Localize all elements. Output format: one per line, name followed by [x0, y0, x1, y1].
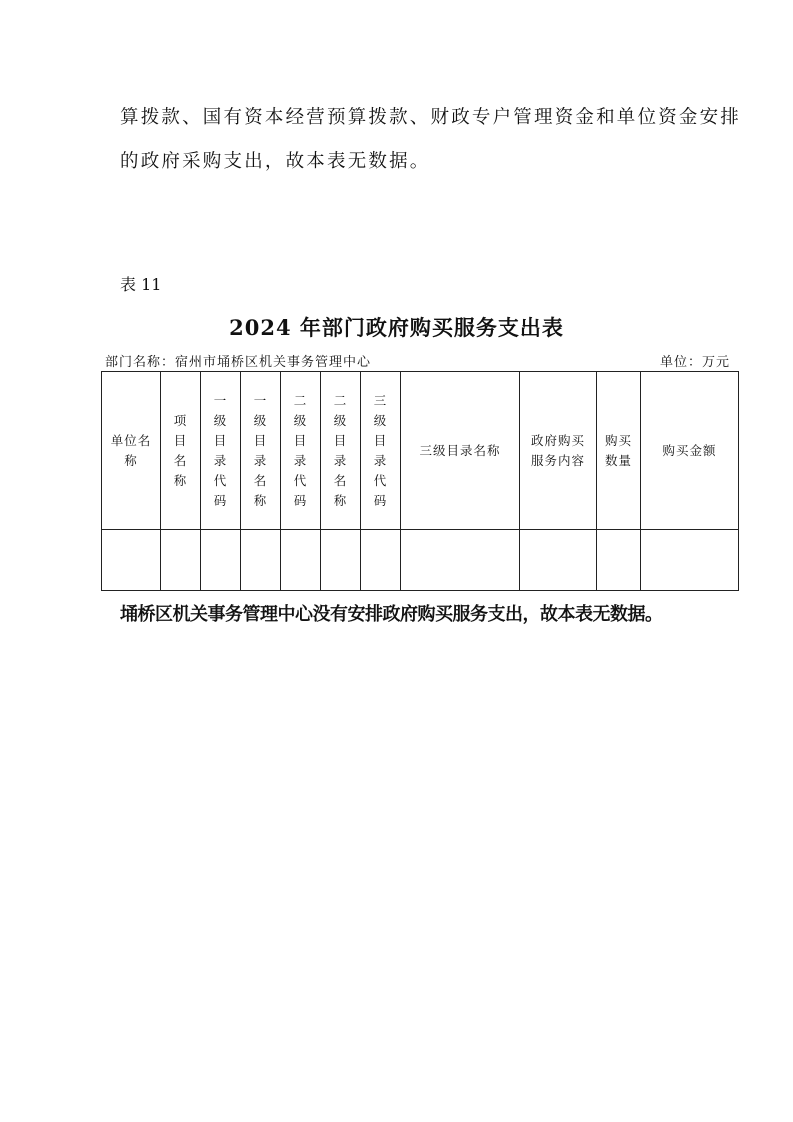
header-unit-name: 单位名称 — [102, 372, 161, 530]
department-name: 部门名称：宿州市埇桥区机关事务管理中心 — [105, 355, 372, 370]
table-row — [102, 530, 739, 591]
unit-label: 单位：万元 — [659, 355, 730, 370]
header-project-name: 项目名称 — [161, 372, 201, 530]
header-service-content: 政府购买服务内容 — [520, 372, 597, 530]
table-number: 表 11 — [120, 275, 162, 294]
header-level3-code: 三级目录代码 — [361, 372, 401, 530]
no-data-note: 埇桥区机关事务管理中心没有安排政府购买服务支出，故本表无数据。 — [120, 604, 663, 625]
header-amount: 购买金额 — [641, 372, 739, 530]
header-level2-code: 二级目录代码 — [281, 372, 321, 530]
table-title: 2024 年部门政府购买服务支出表 — [229, 315, 564, 340]
purchase-service-table — [101, 371, 739, 591]
header-level1-code: 一级目录代码 — [201, 372, 241, 530]
intro-paragraph-line-1: 算拨款、国有资本经营预算拨款、财政专户管理资金和单位资金安排 — [120, 107, 742, 128]
header-level2-name: 二级目录名称 — [321, 372, 361, 530]
header-level3-name: 三级目录名称 — [401, 372, 520, 530]
header-quantity: 购买数量 — [597, 372, 641, 530]
header-level1-name: 一级目录名称 — [241, 372, 281, 530]
table-header-row — [102, 372, 739, 530]
intro-paragraph-line-2: 的政府采购支出，故本表无数据。 — [120, 151, 431, 172]
